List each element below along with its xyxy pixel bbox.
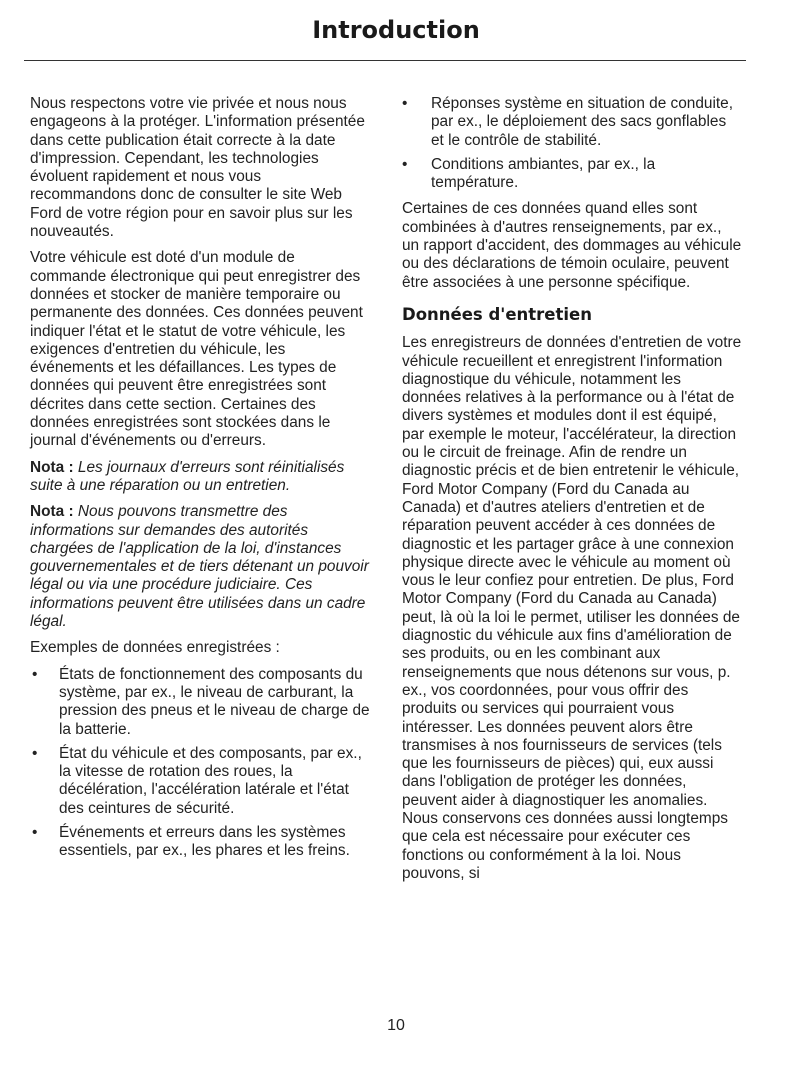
list-item-text: Conditions ambiantes, par ex., la température.	[431, 155, 656, 192]
examples-intro: Exemples de données enregistrées :	[30, 639, 280, 657]
section-heading-maintenance-data: Données d'entretien	[402, 304, 592, 324]
list-item	[402, 95, 742, 150]
bullet-icon: •	[402, 155, 408, 173]
privacy-paragraph: Nous respectons votre vie privée et nous nous engageons à la protéger. L'information présentée dans cette publication était correcte à la date d'impression. Cependant, les technologies évoluent rapidement et nous vous recommandons donc de consulter le site Web Ford de votre région pour en savoir plus sur les nouveautés.	[30, 95, 365, 241]
personal-association-paragraph: Certaines de ces données quand elles sont combinées à d'autres renseignements, par ex., un rapport d'accident, des dommages au véhicule ou des déclarations de témoin oculaire, peuvent être associées à une personne spécifique.	[402, 200, 742, 291]
note-legal-disclosure	[30, 503, 370, 631]
left-column	[30, 95, 370, 869]
right-column	[402, 95, 742, 891]
page-number: 10	[387, 1017, 405, 1034]
note-error-logs	[30, 459, 370, 496]
bullet-icon: •	[32, 823, 38, 841]
list-item	[30, 824, 370, 861]
note-text: Nous pouvons transmettre des informations sur demandes des autorités chargées de l'application de la loi, d'instances gouvernementales et de tiers détenant un pouvoir légal ou via une procédure judiciaire. Ces informations peuvent être utilisées dans un cadre légal.	[30, 503, 369, 631]
list-item-text: États de fonctionnement des composants du système, par ex., le niveau de carburant, la pression des pneus et le niveau de charge de la batterie.	[59, 665, 370, 738]
list-item-text: Réponses système en situation de conduite, par ex., le déploiement des sacs gonflables et le contrôle de stabilité.	[431, 95, 734, 149]
page-title: Introduction	[312, 16, 480, 44]
list-item	[30, 666, 370, 739]
electronic-module-paragraph: Votre véhicule est doté d'un module de commande électronique qui peut enregistrer des données et stocker de manière temporaire ou permanente des données. Ces données peuvent indiquer l'état et le statut de votre véhicule, les exigences d'entretien du véhicule, les événements et les défaillances. Les types de données qui peuvent être enregistrées sont décrites dans cette section. Certaines des données enregistrées sont stockées dans le journal d'événements ou d'erreurs.	[30, 249, 363, 450]
recorded-data-examples-list	[30, 666, 370, 861]
bullet-icon: •	[402, 95, 408, 112]
bullet-icon: •	[32, 665, 38, 683]
list-item-text: Événements et erreurs dans les systèmes essentiels, par ex., les phares et les freins.	[59, 823, 350, 860]
note-text: Les journaux d'erreurs sont réinitialisés suite à une réparation ou un entretien.	[30, 458, 345, 494]
header-divider	[24, 60, 746, 61]
list-item	[30, 745, 370, 818]
bullet-icon: •	[32, 744, 38, 762]
list-item-text: État du véhicule et des composants, par ex., la vitesse de rotation des roues, la décélération, l'accélération latérale et l'état des ceintures de sécurité.	[59, 744, 362, 817]
recorded-data-examples-list-continued	[402, 95, 742, 192]
note-label: Nota :	[30, 503, 74, 521]
list-item	[402, 156, 742, 193]
maintenance-data-paragraph: Les enregistreurs de données d'entretien de votre véhicule recueillent et enregistrent l'information diagnostique du véhicule, notamment les données relatives à la performance ou à l'état de divers systèmes et modules dont il est équipé, par exemple le moteur, l'accélérateur, la direction ou le circuit de freinage. Afin de rendre un diagnostic précis et de bien entretenir le véhicule, Ford Motor Company (Ford du Canada au Canada) et d'autres ateliers d'entretien et de réparation peuvent accéder à ces données de diagnostic et les partager grâce à une connexion physique directe avec le véhicule au moment où vous le leur confiez pour entretien. De plus, Ford Motor Company (Ford du Canada au Canada) peut, là où la loi le permet, utiliser les données de diagnostic du véhicule aux fins d'amélioration de ses produits, ou en les combinant aux renseignements que nous détenons sur vous, p. ex., vos coordonnées, pour vous offrir des produits ou services qui pourraient vous intéresser. Les données peuvent alors être transmises à nos fournisseurs de services (tels que les fournisseurs de pièces) qui, eux aussi dans l'obligation de protéger les données, peuvent aider à diagnostiquer les anomalies. Nous conservons ces données aussi longtemps que cela est nécessaire pour exécuter ces fonctions ou conformément à la loi. Nous pouvons, si	[402, 334, 742, 882]
note-label: Nota :	[30, 458, 74, 476]
